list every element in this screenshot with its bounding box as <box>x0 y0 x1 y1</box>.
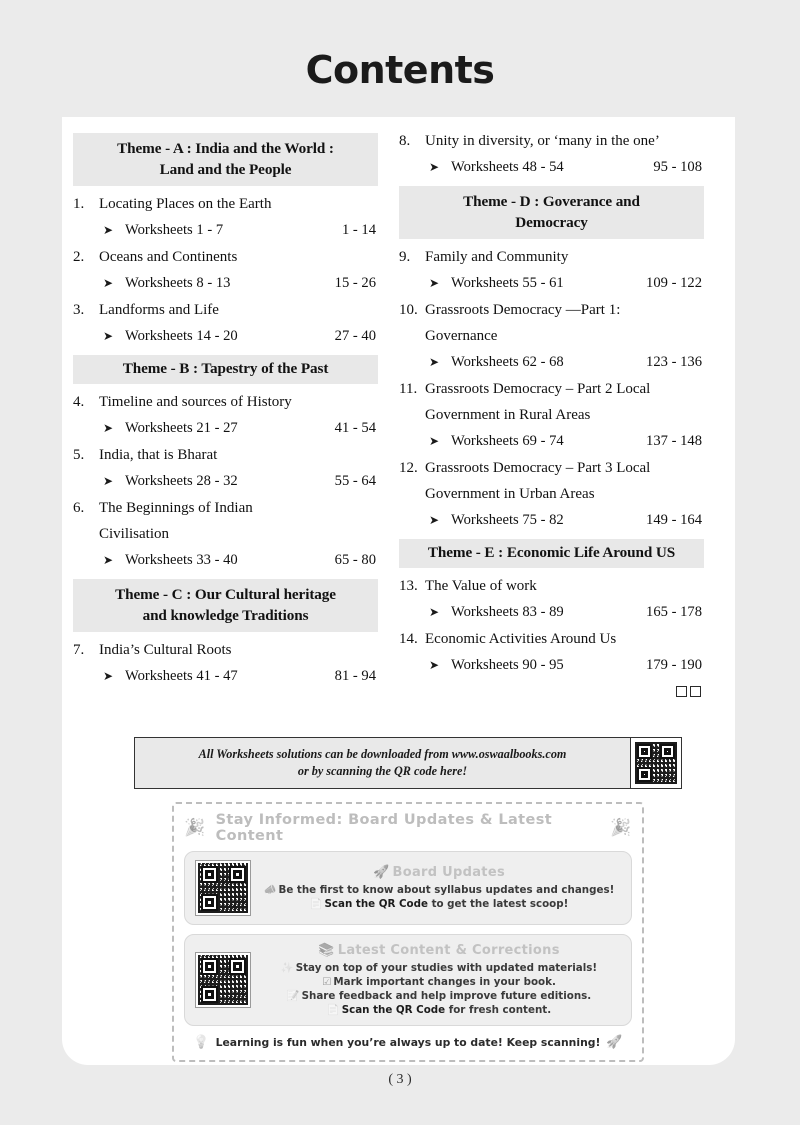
chapter-number: 8. <box>399 133 411 149</box>
theme-heading-line: Theme - C : Our Cultural heritage <box>115 586 336 603</box>
qr-code-icon[interactable] <box>635 742 677 784</box>
latest-content-line-2: ☑ Mark important changes in your book. <box>322 976 556 988</box>
board-updates-qr[interactable] <box>195 860 251 916</box>
worksheets-page-range: 165 - 178 <box>646 604 702 620</box>
toc-worksheets-row[interactable] <box>73 270 378 296</box>
arrow-bullet-icon: ➤ <box>103 329 114 343</box>
toc-chapter-row[interactable] <box>73 442 378 468</box>
chapter-number: 5. <box>73 447 85 463</box>
theme-heading <box>399 186 704 239</box>
page-icon: 📄 <box>309 898 323 910</box>
theme-heading <box>399 539 704 568</box>
chapter-number: 7. <box>73 642 85 658</box>
worksheets-page-range: 15 - 26 <box>334 275 376 291</box>
chapter-title: The Value of work <box>425 578 537 594</box>
megaphone-icon: 📣 <box>263 884 277 896</box>
toc-worksheets-row[interactable] <box>399 652 704 678</box>
chapter-title: Grassroots Democracy —Part 1: Governance <box>425 302 621 344</box>
worksheets-label: Worksheets 8 - 13 <box>125 275 231 291</box>
arrow-bullet-icon: ➤ <box>429 605 440 619</box>
sparkles-icon: ✨ <box>280 962 294 974</box>
worksheets-page-range: 1 - 14 <box>341 222 376 238</box>
toc-chapter-row[interactable] <box>73 244 378 270</box>
chapter-title: Unity in diversity, or ‘many in the one’ <box>425 133 660 149</box>
promo-title: Stay Informed: Board Updates & Latest Content <box>215 812 553 844</box>
toc-worksheets-row[interactable] <box>399 349 704 375</box>
party-popper-icon: 🎉 <box>184 818 206 838</box>
party-popper-icon: 🎉 <box>610 818 632 838</box>
worksheets-label: Worksheets 48 - 54 <box>451 159 564 175</box>
worksheets-page-range: 95 - 108 <box>653 159 702 175</box>
worksheets-label: Worksheets 75 - 82 <box>451 512 564 528</box>
chapter-title: India’s Cultural Roots <box>99 642 232 658</box>
worksheets-page-range: 179 - 190 <box>646 657 702 673</box>
square-mark-icon <box>690 686 701 697</box>
toc-chapter-row[interactable] <box>399 244 704 270</box>
promo-header <box>184 812 632 844</box>
chapter-number: 1. <box>73 196 85 212</box>
theme-heading-line: Theme - E : Economic Life Around US <box>427 544 676 561</box>
chapter-title: Grassroots Democracy – Part 2 Local Government in Rural Areas <box>425 381 651 423</box>
worksheets-label: Worksheets 90 - 95 <box>451 657 564 673</box>
square-mark-icon <box>676 686 687 697</box>
toc-chapter-row[interactable] <box>73 297 378 323</box>
toc-chapter-row[interactable] <box>73 495 378 547</box>
toc-worksheets-row[interactable] <box>399 599 704 625</box>
check-box-icon: ☑ <box>322 976 332 988</box>
board-updates-line-2: 📄 Scan the QR Code to get the latest scoop! <box>309 898 569 910</box>
arrow-bullet-icon: ➤ <box>103 421 114 435</box>
worksheets-page-range: 41 - 54 <box>334 420 376 436</box>
rocket-icon: 🚀 <box>606 1035 623 1050</box>
theme-heading-line: and knowledge Traditions <box>142 607 309 624</box>
arrow-bullet-icon: ➤ <box>429 513 440 527</box>
promo-card-latest-content <box>184 934 632 1026</box>
chapter-title: Oceans and Continents <box>99 249 238 265</box>
promo-footer <box>184 1035 632 1050</box>
toc-chapter-row[interactable] <box>73 637 378 663</box>
page-icon: 📄 <box>326 1004 340 1016</box>
latest-content-qr[interactable] <box>195 952 251 1008</box>
toc-worksheets-row[interactable] <box>399 154 704 180</box>
chapter-title: Landforms and Life <box>99 302 219 318</box>
promo-footer-text: Learning is fun when you’re always up to date! Keep scanning! <box>215 1036 601 1049</box>
toc-chapter-row[interactable] <box>399 376 704 428</box>
toc-chapter-row[interactable] <box>399 128 704 154</box>
theme-heading-line: Theme - D : Goverance and <box>463 193 640 210</box>
memo-icon: 📝 <box>286 990 300 1002</box>
toc-chapter-row[interactable] <box>399 573 704 599</box>
worksheets-page-range: 81 - 94 <box>334 668 376 684</box>
qr-code-icon[interactable] <box>198 863 248 913</box>
board-updates-line-1: 📣 Be the first to know about syllabus updates and changes! <box>263 884 615 896</box>
toc-worksheets-row[interactable] <box>73 663 378 689</box>
worksheets-page-range: 137 - 148 <box>646 433 702 449</box>
chapter-title: India, that is Bharat <box>99 447 218 463</box>
chapter-number: 4. <box>73 394 85 410</box>
table-of-contents <box>62 117 735 717</box>
theme-heading <box>73 579 378 632</box>
chapter-title: Family and Community <box>425 249 569 265</box>
arrow-bullet-icon: ➤ <box>103 669 114 683</box>
toc-worksheets-row[interactable] <box>73 468 378 494</box>
toc-chapter-row[interactable] <box>399 297 704 349</box>
content-page-card <box>62 117 735 1065</box>
worksheets-label: Worksheets 83 - 89 <box>451 604 564 620</box>
arrow-bullet-icon: ➤ <box>429 658 440 672</box>
worksheet-solutions-notice <box>134 737 682 789</box>
promo-card-board-updates <box>184 851 632 925</box>
worksheets-page-range: 65 - 80 <box>334 552 376 568</box>
chapter-title: Timeline and sources of History <box>99 394 292 410</box>
rocket-icon: 🚀 <box>373 865 390 880</box>
promo-box <box>172 802 644 1062</box>
worksheets-label: Worksheets 41 - 47 <box>125 668 238 684</box>
board-updates-title-row <box>257 865 621 880</box>
board-updates-title: Board Updates <box>392 865 505 880</box>
page-number: ( 3 ) <box>388 1072 412 1087</box>
chapter-title: Grassroots Democracy – Part 3 Local Government in Urban Areas <box>425 460 651 502</box>
chapter-number: 12. <box>399 460 418 476</box>
latest-content-title-row <box>257 943 621 958</box>
latest-content-line-1: ✨ Stay on top of your studies with updated materials! <box>280 962 598 974</box>
theme-heading-line: Land and the People <box>159 161 292 178</box>
notice-line-1: All Worksheets solutions can be downloaded from www.oswaalbooks.com <box>198 747 567 761</box>
toc-chapter-row[interactable] <box>399 626 704 652</box>
chapter-title: The Beginnings of Indian Civilisation <box>99 500 253 542</box>
toc-worksheets-row[interactable] <box>73 217 378 243</box>
arrow-bullet-icon: ➤ <box>429 276 440 290</box>
end-of-contents-marks <box>399 684 704 698</box>
worksheets-label: Worksheets 14 - 20 <box>125 328 238 344</box>
latest-content-body <box>257 943 621 1017</box>
arrow-bullet-icon: ➤ <box>429 355 440 369</box>
chapter-number: 3. <box>73 302 85 318</box>
toc-chapter-row[interactable] <box>73 389 378 415</box>
toc-column-right <box>399 127 704 698</box>
arrow-bullet-icon: ➤ <box>103 474 114 488</box>
toc-worksheets-row[interactable] <box>399 507 704 533</box>
latest-content-title: Latest Content & Corrections <box>337 943 560 958</box>
worksheets-label: Worksheets 21 - 27 <box>125 420 238 436</box>
chapter-number: 14. <box>399 631 418 647</box>
arrow-bullet-icon: ➤ <box>429 160 440 174</box>
board-updates-body <box>257 865 621 911</box>
latest-content-line-4: 📄 Scan the QR Code for fresh content. <box>326 1004 552 1016</box>
worksheets-page-range: 27 - 40 <box>334 328 376 344</box>
worksheets-page-range: 55 - 64 <box>334 473 376 489</box>
arrow-bullet-icon: ➤ <box>429 434 440 448</box>
chapter-title: Locating Places on the Earth <box>99 196 272 212</box>
worksheets-label: Worksheets 55 - 61 <box>451 275 564 291</box>
toc-worksheets-row[interactable] <box>73 547 378 573</box>
theme-heading <box>73 355 378 384</box>
worksheets-label: Worksheets 69 - 74 <box>451 433 564 449</box>
toc-chapter-row[interactable] <box>399 455 704 507</box>
notice-text <box>135 738 630 788</box>
toc-worksheets-row[interactable] <box>399 428 704 454</box>
theme-heading-line: Theme - B : Tapestry of the Past <box>122 360 329 377</box>
theme-heading-line: Theme - A : India and the World : <box>117 140 334 157</box>
latest-content-line-3: 📝 Share feedback and help improve future editions. <box>286 990 592 1002</box>
chapter-number: 11. <box>399 381 418 397</box>
arrow-bullet-icon: ➤ <box>103 223 114 237</box>
worksheets-page-range: 109 - 122 <box>646 275 702 291</box>
worksheets-page-range: 123 - 136 <box>646 354 702 370</box>
arrow-bullet-icon: ➤ <box>103 276 114 290</box>
worksheets-page-range: 149 - 164 <box>646 512 702 528</box>
toc-worksheets-row[interactable] <box>73 415 378 441</box>
chapter-number: 6. <box>73 500 85 516</box>
toc-worksheets-row[interactable] <box>73 323 378 349</box>
qr-code-icon[interactable] <box>198 955 248 1005</box>
light-bulb-icon: 💡 <box>193 1035 210 1050</box>
chapter-number: 10. <box>399 302 418 318</box>
toc-chapter-row[interactable] <box>73 191 378 217</box>
page-title: Contents <box>305 48 495 92</box>
chapter-number: 9. <box>399 249 411 265</box>
toc-worksheets-row[interactable] <box>399 270 704 296</box>
chapter-title: Economic Activities Around Us <box>425 631 617 647</box>
theme-heading <box>73 133 378 186</box>
notice-line-2: or by scanning the QR code here! <box>297 764 468 778</box>
worksheets-label: Worksheets 1 - 7 <box>125 222 224 238</box>
notice-qr-cell[interactable] <box>630 738 681 788</box>
chapter-number: 2. <box>73 249 85 265</box>
theme-heading-line: Democracy <box>515 214 588 231</box>
arrow-bullet-icon: ➤ <box>103 553 114 567</box>
worksheets-label: Worksheets 28 - 32 <box>125 473 238 489</box>
toc-column-left <box>73 127 378 689</box>
chapter-number: 13. <box>399 578 418 594</box>
worksheets-label: Worksheets 33 - 40 <box>125 552 238 568</box>
books-icon: 📚 <box>318 943 335 958</box>
worksheets-label: Worksheets 62 - 68 <box>451 354 564 370</box>
